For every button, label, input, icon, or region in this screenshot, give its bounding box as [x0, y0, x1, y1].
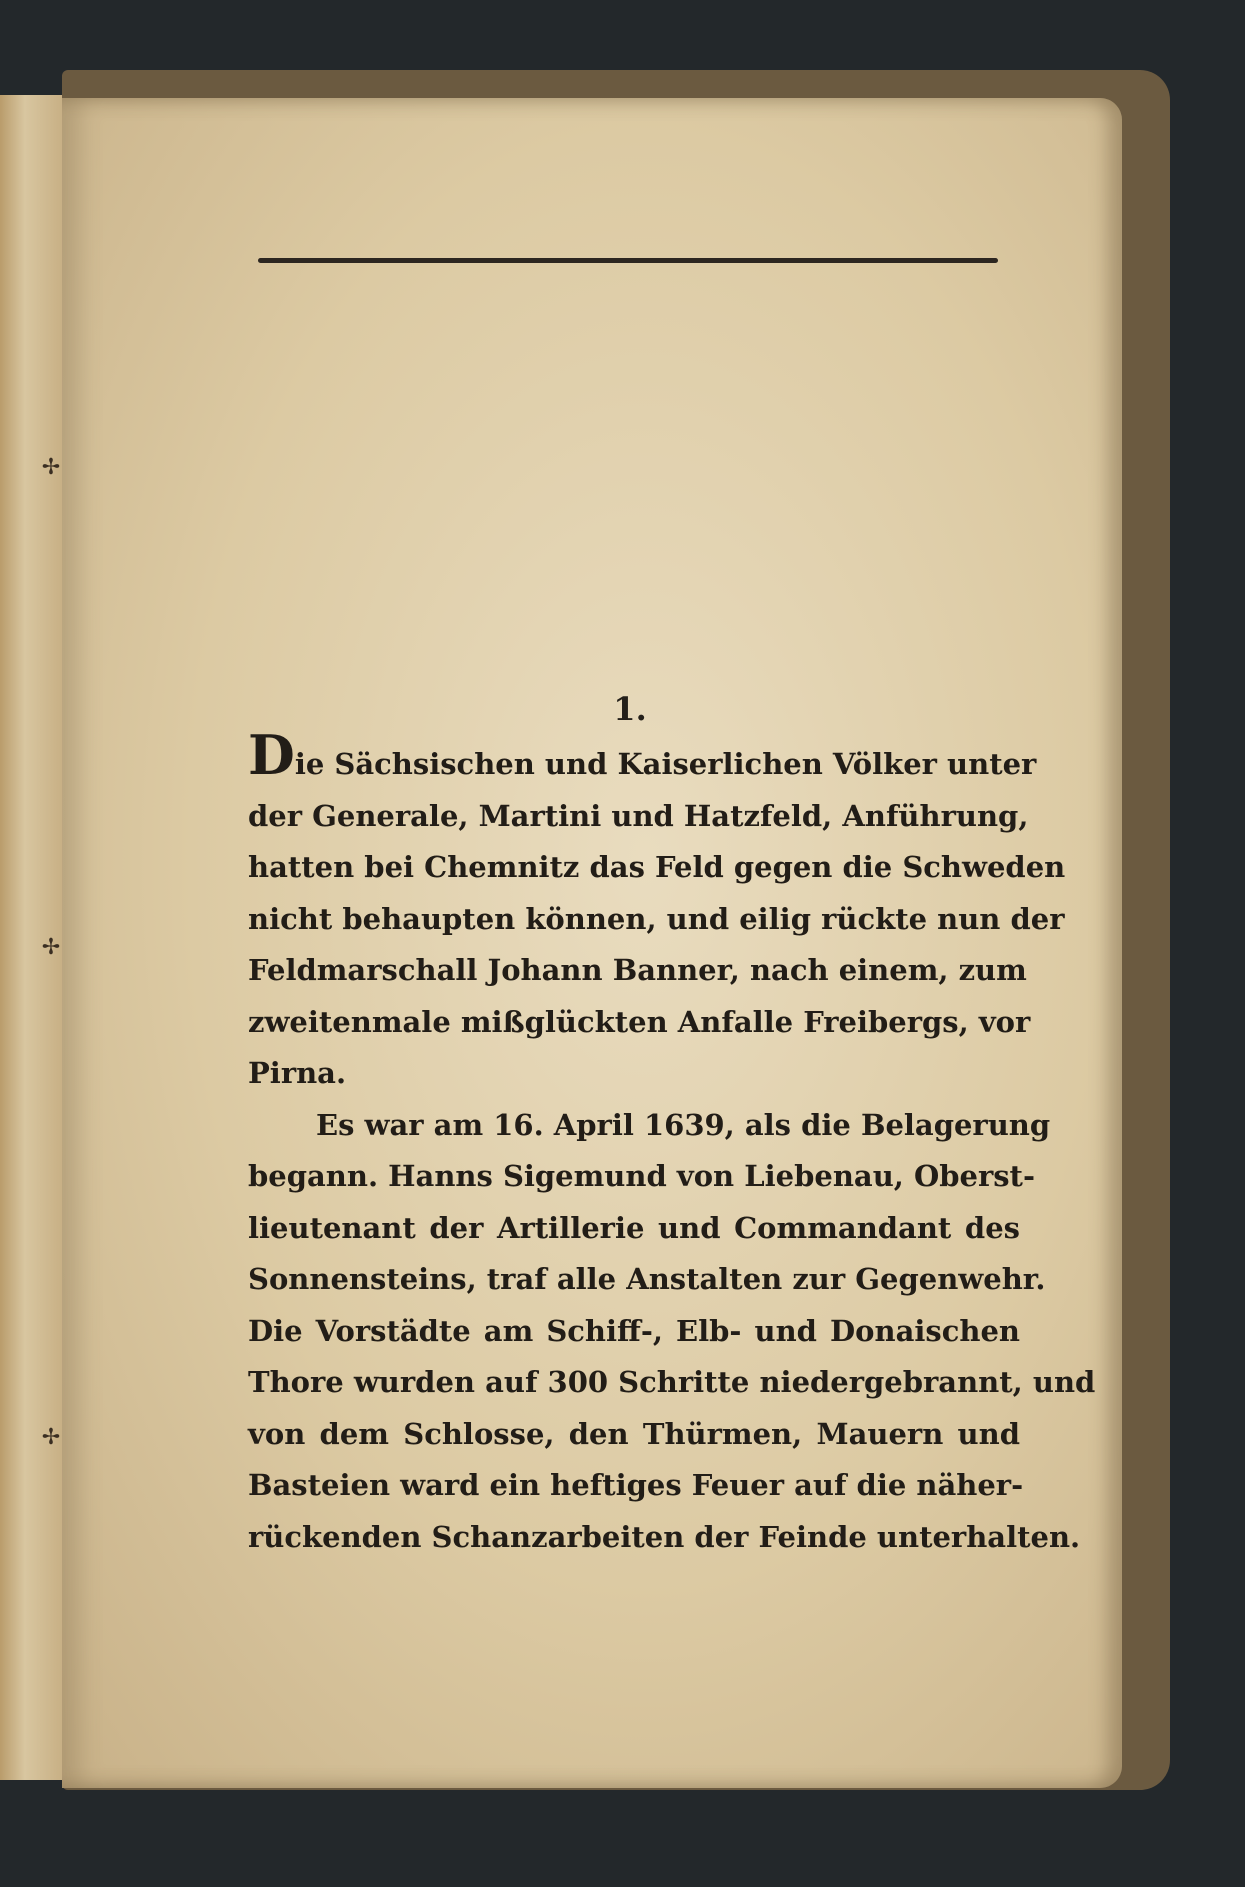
drop-cap: D — [248, 723, 295, 787]
text-line: hatten bei Chemnitz das Feld gegen die Schweden — [248, 850, 1066, 884]
text-line: Sonnensteins, traf alle Anstalten zur Gegenwehr. — [248, 1262, 1046, 1296]
binding-stitch: ✢ — [41, 1425, 61, 1450]
text-line: Pirna. — [248, 1056, 347, 1090]
binding-stitch: ✢ — [41, 455, 61, 480]
text-line: von dem Schlosse, den Thürmen, Mauern und — [248, 1416, 1020, 1451]
paragraph-2 — [248, 1100, 1096, 1564]
text-line: zweitenmale mißglückten Anfalle Freibergs, vor — [248, 1004, 1031, 1039]
text-line: Basteien ward ein heftiges Feuer auf die näher- — [248, 1468, 1024, 1502]
text-line: Die Vorstädte am Schiff-, Elb- und Donaischen — [248, 1313, 1020, 1348]
left-page-edge — [0, 95, 65, 1780]
text-line: Es war am 16. April 1639, als die Belagerung — [316, 1107, 1051, 1142]
text-line: Die Sächsischen und Kaiserlichen Völker unter — [248, 723, 1037, 787]
header-rule — [258, 258, 998, 263]
paragraph-1 — [248, 723, 1066, 1100]
page-text — [248, 723, 1096, 1563]
text-line: Thore wurden auf 300 Schritte niedergebrannt, und — [248, 1365, 1096, 1399]
text-line: begann. Hanns Sigemund von Liebenau, Oberst- — [248, 1159, 1035, 1193]
text-line: nicht behaupten können, und eilig rückte nun der — [248, 901, 1065, 936]
chapter-number: 1. — [613, 690, 647, 728]
text-line: rückenden Schanzarbeiten der Feinde unterhalten. — [248, 1519, 1081, 1554]
text-line: lieutenant der Artillerie und Commandant des — [248, 1210, 1020, 1245]
binding-stitch: ✢ — [41, 935, 61, 960]
text-line: der Generale, Martini und Hatzfeld, Anführung, — [248, 798, 1029, 833]
text-line: Feldmarschall Johann Banner, nach einem, zum — [248, 953, 1027, 987]
